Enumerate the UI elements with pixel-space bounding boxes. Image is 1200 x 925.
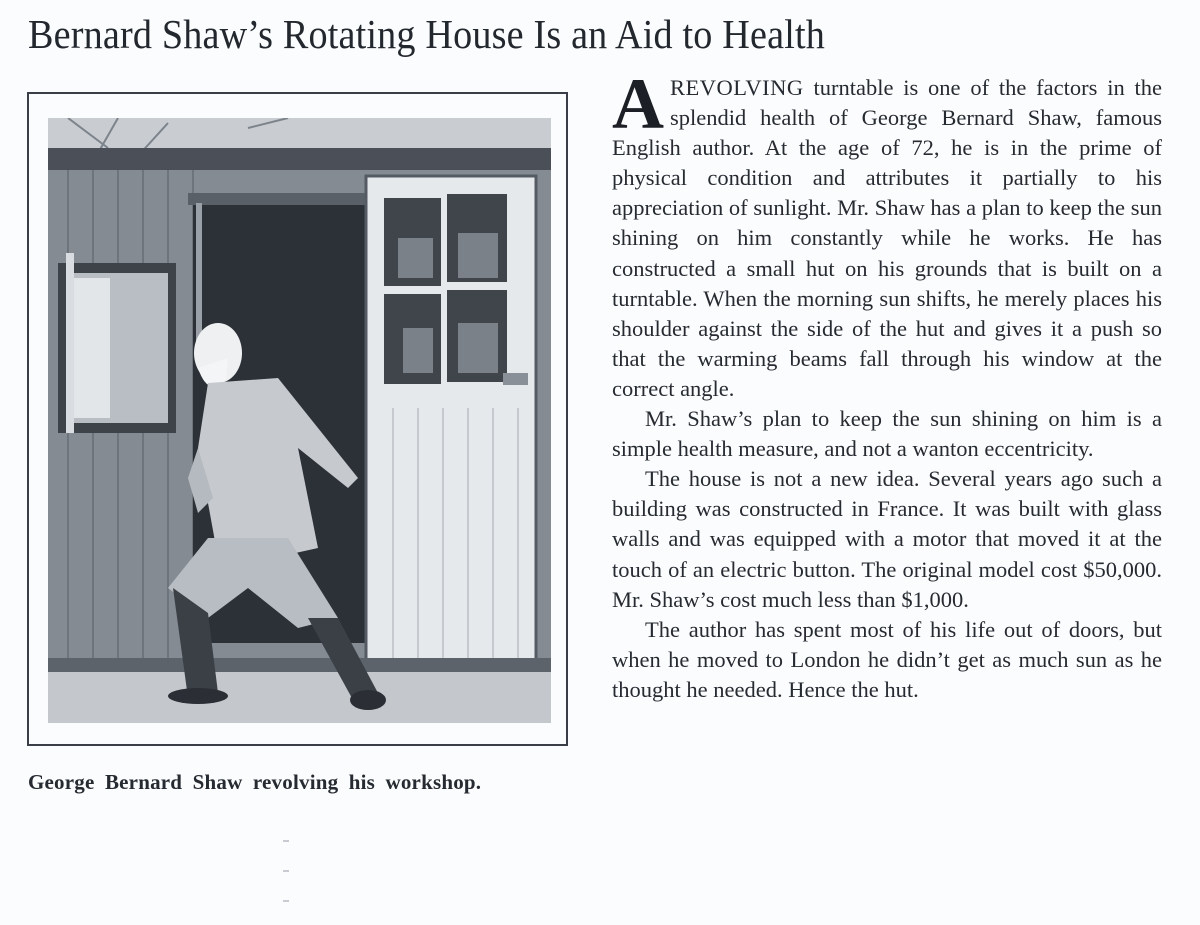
paragraph-4: The author has spent most of his life out of doors, but when he moved to London he didn’t get as much sun as he thought he needed. Hence the hut. (612, 616, 1162, 702)
article-body (612, 64, 1162, 705)
paragraph-1-text: turntable is one of the factors in the splendid health of George Bernard Shaw, famous English author. At the age of 72, he is in the prime of physical condition and attributes it partially to his appreciation of sunlight. Mr. Shaw has a plan to keep the sun shining on him constantly while he works. He has constructed a small hut on his grounds that is built on a turntable. When the morning sun shifts, he merely places his shoulder against the side of the hut and gives it a push so that the warming beams fall through his window at the correct angle. (612, 75, 1162, 401)
paragraph-1 (612, 64, 1162, 404)
photo-caption: George Bernard Shaw revolving his workshop. (28, 770, 482, 794)
hut-illustration (48, 118, 551, 723)
photo-shaw-revolving-hut (48, 118, 551, 723)
page-mark (283, 870, 289, 872)
headline: Bernard Shaw’s Rotating House Is an Aid to Health (28, 11, 826, 57)
lead-smallcaps: REVOLVING (670, 75, 804, 100)
page-mark (283, 900, 289, 902)
paragraph-2: Mr. Shaw’s plan to keep the sun shining on him is a simple health measure, and not a wanton eccentricity. (612, 406, 1162, 462)
page-mark (283, 840, 289, 842)
paragraph-3: The house is not a new idea. Several years ago such a building was constructed in France. It was built with glass walls and was equipped with a motor that moved it at the touch of an electric button. The original model cost $50,000. Mr. Shaw’s cost much less than $1,000. (612, 466, 1162, 612)
drop-cap: A (612, 64, 664, 144)
